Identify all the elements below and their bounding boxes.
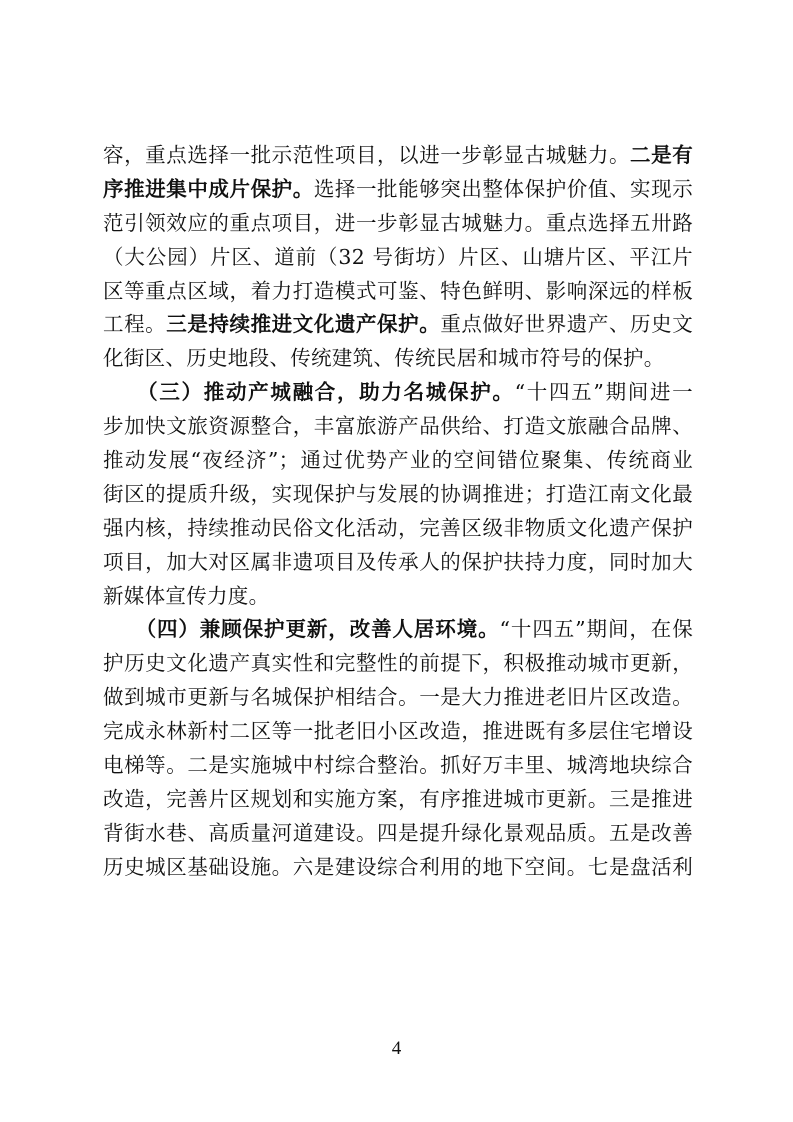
text-line	[103, 207, 693, 241]
body-text-run: 强内核，持续推动民俗文化活动，完善区级非物质文化遗产保护	[103, 515, 693, 540]
text-line	[103, 139, 693, 173]
bold-heading-text: （三）推动产城融合，助力名城保护。	[147, 380, 515, 405]
text-line	[103, 376, 693, 410]
body-text-run: 项目，加大对区属非遗项目及传承人的保护扶持力度，同时加大	[103, 549, 693, 574]
body-text-run: 区等重点区域，着力打造模式可鉴、特色鲜明、影响深远的样板	[103, 278, 693, 303]
bold-heading-text: 序推进集中成片保护。	[103, 176, 314, 201]
text-line	[103, 478, 693, 512]
text-line	[103, 681, 693, 715]
page-number: 4	[391, 1038, 402, 1059]
body-text-run: 化街区、历史地段、传统建筑、传统民居和城市符号的保护。	[103, 346, 665, 371]
text-line	[103, 308, 693, 342]
body-text-run: 完成永林新村二区等一批老旧小区改造，推进既有多层住宅增设	[103, 719, 693, 744]
text-line	[103, 342, 693, 376]
body-text-run: “十四五”期间，在保	[499, 617, 693, 642]
text-line	[103, 546, 693, 580]
text-line	[103, 512, 693, 546]
body-text-run: （大公园）片区、道前（32 号街坊）片区、山塘片区、平江片	[103, 244, 693, 269]
body-text-run: “十四五”期间进一	[514, 380, 693, 405]
text-line	[103, 749, 693, 783]
text-line	[103, 715, 693, 749]
body-text-run: 护历史文化遗产真实性和完整性的前提下，积极推动城市更新，	[103, 651, 693, 676]
body-text-run: 电梯等。二是实施城中村综合整治。抓好万丰里、城湾地块综合	[103, 753, 693, 778]
text-line	[103, 817, 693, 851]
body-text-run: 历史城区基础设施。六是建设综合利用的地下空间。七是盘活利	[103, 854, 693, 879]
text-line	[103, 851, 693, 885]
body-text-run: 范引领效应的重点项目，进一步彰显古城魅力。重点选择五卅路	[103, 210, 693, 235]
text-line	[103, 241, 693, 275]
body-text-run: 重点做好世界遗产、历史文	[440, 312, 693, 337]
bold-heading-text: 三是持续推进文化遗产保护。	[166, 312, 441, 337]
text-line	[103, 647, 693, 681]
text-line	[103, 783, 693, 817]
body-text-run: 新媒体宣传力度。	[103, 583, 270, 608]
body-text-run: 推动发展“夜经济”；通过优势产业的空间错位聚集、传统商业	[103, 448, 693, 473]
text-line	[103, 444, 693, 478]
body-text-run: 改造，完善片区规划和实施方案，有序推进城市更新。三是推进	[103, 786, 693, 811]
body-text-run: 容，重点选择一批示范性项目，以进一步彰显古城魅力。	[103, 143, 631, 167]
text-line	[103, 410, 693, 444]
body-text-run: 做到城市更新与名城保护相结合。一是大力推进老旧片区改造。	[103, 685, 693, 710]
body-text-run: 工程。	[103, 312, 167, 337]
body-text-run: 街区的提质升级，实现保护与发展的协调推进；打造江南文化最	[103, 481, 693, 506]
body-text-run	[103, 617, 146, 641]
body-text-run: 步加快文旅资源整合，丰富旅游产品供给、打造文旅融合品牌、	[103, 414, 693, 439]
bold-heading-text: （四）兼顾保护更新，改善人居环境。	[145, 617, 500, 642]
body-text-run	[103, 380, 147, 404]
body-text-run: 背街水巷、高质量河道建设。四是提升绿化景观品质。五是改善	[103, 820, 693, 845]
body-text	[103, 139, 693, 885]
bold-heading-text: 二是有	[630, 143, 693, 167]
text-line	[103, 580, 693, 614]
body-text-run: 选择一批能够突出整体保护价值、实现示	[313, 176, 693, 201]
text-line	[103, 275, 693, 309]
text-line	[103, 173, 693, 207]
text-line	[103, 613, 693, 647]
